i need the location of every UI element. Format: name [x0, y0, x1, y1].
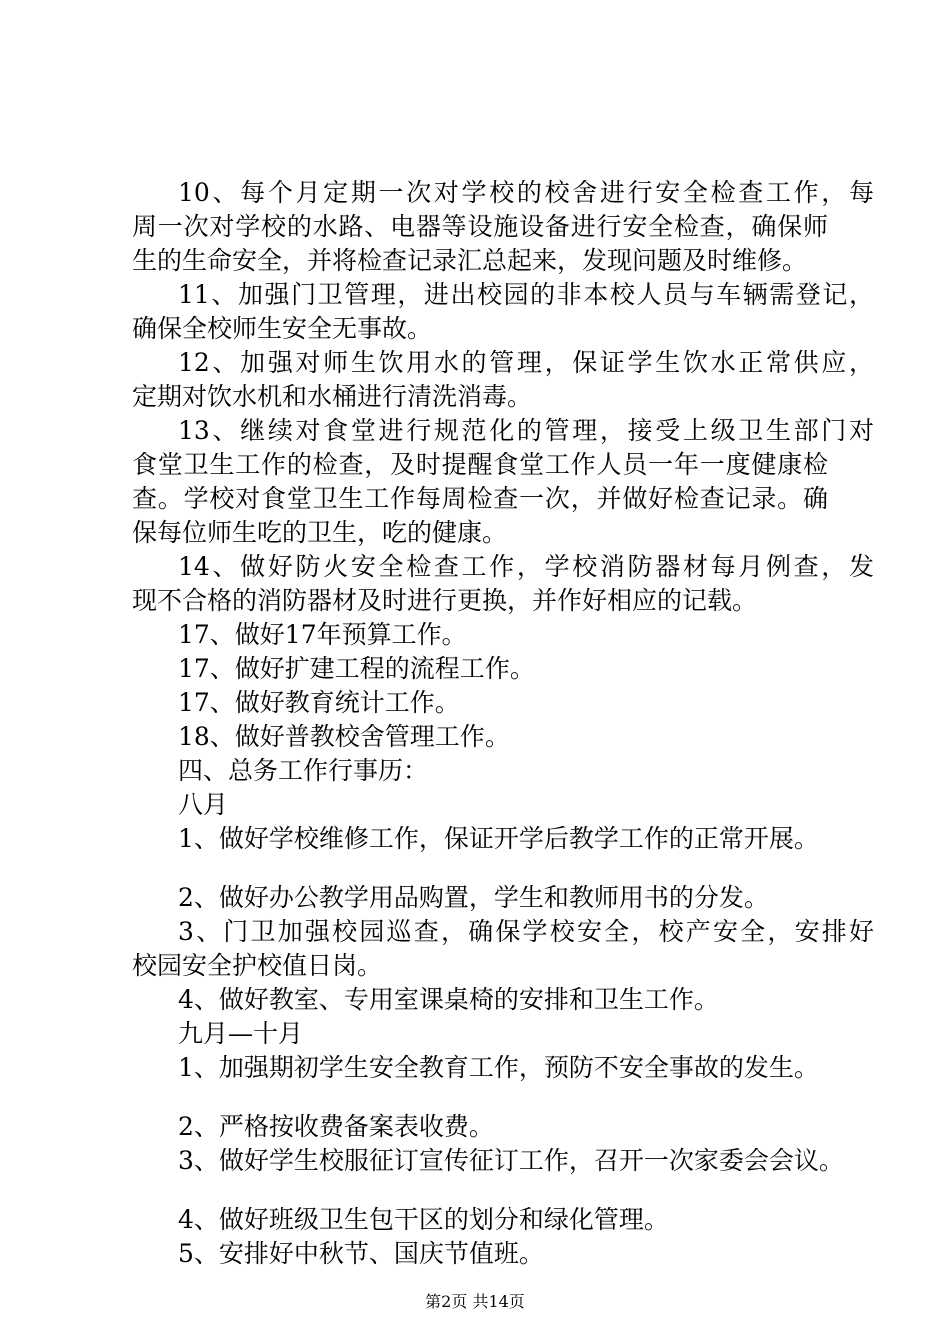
- paragraph-line: 4、做好教室、专用室课桌椅的安排和卫生工作。: [178, 985, 719, 1014]
- paragraph-line: 现不合格的消防器材及时进行更换，并作好相应的记载。: [132, 586, 758, 615]
- paragraph-line: 10、每个月定期一次对学校的校舍进行安全检查工作，每: [178, 178, 874, 207]
- month-heading: 八月: [178, 790, 229, 819]
- paragraph-line: 2、做好办公教学用品购置，学生和教师用书的分发。: [178, 883, 769, 912]
- paragraph-line: 12、加强对师生饮用水的管理，保证学生饮水正常供应，: [178, 348, 874, 377]
- paragraph-line: 2、严格按收费备案表收费。: [178, 1112, 494, 1141]
- paragraph-line: 5、安排好中秋节、国庆节值班。: [178, 1239, 544, 1268]
- paragraph-line: 3、做好学生校服征订宣传征订工作，召开一次家委会会议。: [178, 1146, 844, 1175]
- paragraph-line: 17、做好17年预算工作。: [178, 620, 467, 649]
- month-heading: 九月—十月: [178, 1019, 304, 1048]
- paragraph-line: 食堂卫生工作的检查，及时提醒食堂工作人员一年一度健康检: [132, 450, 828, 479]
- paragraph-line: 校园安全护校值日岗。: [132, 951, 383, 980]
- paragraph-line: 查。学校对食堂卫生工作每周检查一次，并做好检查记录。确: [132, 484, 828, 513]
- paragraph-line: 17、做好教育统计工作。: [178, 688, 460, 717]
- paragraph-line: 17、做好扩建工程的流程工作。: [178, 654, 535, 683]
- paragraph-line: 周一次对学校的水路、电器等设施设备进行安全检查，确保师: [132, 212, 828, 241]
- paragraph-line: 18、做好普教校舍管理工作。: [178, 722, 510, 751]
- paragraph-line: 11、加强门卫管理，进出校园的非本校人员与车辆需登记，: [178, 280, 874, 309]
- page-footer: 第2页 共14页: [425, 1292, 525, 1311]
- section-heading: 四、总务工作行事历：: [178, 756, 429, 785]
- paragraph-line: 定期对饮水机和水桶进行清洗消毒。: [132, 382, 533, 411]
- paragraph-line: 4、做好班级卫生包干区的划分和绿化管理。: [178, 1205, 669, 1234]
- paragraph-line: 生的生命安全，并将检查记录汇总起来，发现问题及时维修。: [132, 246, 808, 275]
- paragraph-line: 保每位师生吃的卫生，吃的健康。: [132, 518, 508, 547]
- paragraph-line: 14、做好防火安全检查工作，学校消防器材每月例查，发: [178, 552, 874, 581]
- paragraph-line: 3、门卫加强校园巡查，确保学校安全，校产安全，安排好: [178, 917, 874, 946]
- paragraph-line: 1、做好学校维修工作，保证开学后教学工作的正常开展。: [178, 824, 819, 853]
- paragraph-line: 13、继续对食堂进行规范化的管理，接受上级卫生部门对: [178, 416, 874, 445]
- paragraph-line: 1、加强期初学生安全教育工作，预防不安全事故的发生。: [178, 1053, 819, 1082]
- paragraph-line: 确保全校师生安全无事故。: [132, 314, 433, 343]
